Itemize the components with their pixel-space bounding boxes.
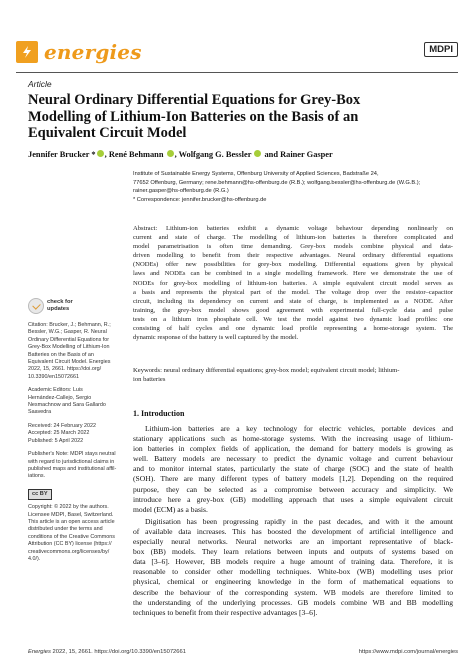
body-line: stationary applications such as home-storage systems. With the increasing usage of lithium- [133,434,453,444]
body-line: introduce here a grey-box (GB) modelling approach that uses a simple equivalent circuit [133,494,453,504]
citation-line: Batteries on the Basis of an [28,351,94,358]
body-line: the understanding of the underlying processes. GB models combine WB and BB modelling [133,597,453,607]
body-line: and to monitor internal states, particularly the state of charge (SOC) and the state of health [133,464,453,474]
copyright-line: distributed under the terms and [28,526,103,533]
body-line: especially neural networks. Neural networks are an important representative of black- [133,537,453,547]
orcid-icon[interactable] [254,150,261,157]
abstract-line: driven modelling to benefit from their respective advantages. Neural ordinary differential equations [133,252,453,260]
citation-line: Citation: Brucker, J.; Behmann, R.; [28,322,111,328]
citation [28,322,120,381]
abstract-line: (NODEs) offer new possibilities for grey-box modelling. Differential equations given by physical [133,261,453,269]
check-for-updates-button[interactable] [28,298,120,314]
keywords-line: ion batteries [133,376,166,384]
abstract-line: model parametrisation is often time demanding. Grey-box models combine physical and data- [133,243,453,251]
abstract-line: laws and NODEs can be combined in a single modelling framework. Here we demonstrate the use of [133,270,453,278]
publisher-note [28,451,120,481]
body-line: box (BB) models. They learn relations between inputs and outputs of systems based on [133,547,453,557]
check-updates-label [47,299,73,312]
journal-header [16,40,458,68]
copyright-line: conditions of the Creative Commons [28,533,115,540]
body-line: model (ECM) as a basis. [133,504,208,514]
header-divider [16,72,458,73]
citation-line: 2022, 15, 2661. https://doi.org/ [28,366,102,373]
copyright-line: Licensee MDPI, Basel, Switzerland. [28,511,114,518]
paper-title [28,92,448,142]
copyright-line: Copyright: © 2022 by the authors. [28,504,109,511]
footer-citation[interactable] [28,649,186,655]
copyright-line: This article is an open access article [28,518,115,525]
correspondence-line: * Correspondence: jennifer.brucker@hs-offenburg.de [133,196,267,203]
journal-url-link[interactable]: https://www.mdpi.com/journal/energies [358,649,458,655]
publisher-note-line: iations. [28,473,46,480]
editors-line: Nesmachnow and Sara Gallardo [28,402,106,409]
check-updates-icon [28,298,44,314]
abstract-line: current and state of charge. The modelling of lithium-ion batteries is therefore complicated and [133,234,453,242]
orcid-icon[interactable] [167,150,174,157]
license-link[interactable]: Attribution (CC BY) license (https:// [28,541,112,548]
doi-link[interactable]: 10.3390/en15072661 [28,373,79,380]
cc-by-license-icon[interactable]: cc BY [28,489,52,500]
abstract [133,224,453,342]
affiliation-line: Institute of Sustainable Energy Systems, Offenburg University of Applied Sciences, Badstraße 24, [133,171,379,177]
body-line: physical, chemical or engineering knowledge in the form of mathematical equations to [133,577,453,587]
title-line: Equivalent Circuit Model [28,125,187,142]
orcid-icon[interactable] [97,150,104,157]
footer-doi: 2022, 15, 2661. https://doi.org/10.3390/en15072661 [50,649,186,655]
author-name[interactable]: and Rainer Gasper [264,150,333,159]
citation-line: Ordinary Differential Equations for [28,336,110,343]
editors-line: Academic Editors: Luis [28,387,83,394]
title-line: Modelling of Lithium-Ion Batteries on the Basis of an [28,108,359,125]
citation-line: Grey-Box Modelling of Lithium-Ion [28,344,110,351]
body-line: Lithium-ion batteries are a key technology for electric vehicles, portable devices and [145,424,453,433]
license-link[interactable]: creativecommons.org/licenses/by/ [28,548,110,555]
date-accepted: Accepted: 25 March 2022 [28,430,90,437]
publisher-logo[interactable] [424,42,458,57]
article-type: Article [28,79,52,89]
publisher-note-line: with regard to jurisdictional claims in [28,458,115,465]
body-text [133,424,453,618]
body-line: well. Battery models are necessary to predict the dynamic voltage and current behaviour [133,454,453,464]
citation-line: Equivalent Circuit Model. Energies [28,359,111,366]
abstract-line: Abstract: Lithium-ion batteries exhibit a dynamic voltage behaviour depending nonlinearly on [133,225,453,232]
check-updates-text: check for [47,299,73,306]
body-line: of available data increases. This has boosted the development of artificial intelligence and [133,526,453,536]
abstract-line: dynamic response of the battery is well captured by the model. [133,334,299,342]
citation-line: Bessler, W.G.; Gasper, R. Neural [28,329,107,336]
journal-name: energies [44,40,142,64]
abstract-line: tests on a lithium iron phosphate cell. We test the model against two dynamic load profiles: one [133,315,453,323]
author-name[interactable]: , René Behmann [104,150,164,159]
body-line: Digitisation has been progressing rapidly in the past decades, and with it the amount [145,516,453,526]
abstract-line: a basis and represents the physical part of the model. The voltage drop over the resistor–capacitor [133,288,453,296]
abstract-line: training, the grey-box model shows good agreement with experimental full-cycle data and pulse [133,306,453,314]
mdpi-logo-icon: MDPI [424,42,458,57]
body-line: data [3–6]. However, BB models require a huge amount of training data. Therefore, it is [133,557,453,567]
affiliation [133,170,453,204]
check-updates-text: updates [47,306,70,312]
keywords [133,366,453,384]
date-received: Received: 24 February 2022 [28,422,97,429]
body-line: describe the behaviour of the corresponding system. WB models are therefore limited to [133,587,453,597]
body-line: purpose, they can be selected as a compromise between accuracy and simplicity. We [133,484,453,494]
energies-logo-icon [16,41,38,63]
abstract-line: circuit, including its dependency on current and state of charge, is implemented as a NODE. After [133,297,453,305]
author-name[interactable]: , Wolfgang G. Bessler [174,150,252,159]
date-published: Published: 5 April 2022 [28,437,84,444]
abstract-line: consisting of half cycles and one dynamic load profile representing a home-storage system. The [133,325,453,333]
journal-logo[interactable] [16,40,142,64]
keywords-line: Keywords: neural ordinary differential equations; grey-box model; equivalent circuit model; lithium- [133,367,400,374]
author-list [28,150,448,159]
publisher-note-line: published maps and institutional affil- [28,465,117,472]
footer-journal: Energies [28,649,51,655]
section-heading: 1. Introduction [133,409,185,418]
editors-line: Saavedra [28,409,52,416]
publication-dates [28,423,120,445]
license-link[interactable]: 4.0/). [28,555,41,562]
abstract-line: NODEs for grey-box modelling of lithium-ion batteries. A simple equivalent circuit model serves as [133,279,453,287]
copyright [28,504,120,563]
editors-line: Hernández-Callejo, Sergio [28,394,92,401]
academic-editors [28,387,120,417]
title-line: Neural Ordinary Differential Equations for Grey-Box [28,92,361,108]
body-line: ion batteries in complex fields of application, the demand for battery models is growing as [133,444,453,454]
body-line: reasonable to consider other modelling techniques. White-box (WB) modelling uses prior [133,567,453,577]
body-line: techniques to benefit from their respective advantages [3–6]. [133,607,318,617]
affiliation-line: 77652 Offenburg, Germany; rene.behmann@hs-offenburg.de (R.B.); wolfgang.bessler@hs-offenburg.de (W.G.B.); [133,179,421,186]
sidebar [28,298,120,569]
author-name[interactable]: Jennifer Brucker * [28,150,96,159]
publisher-note-line: Publisher's Note: MDPI stays neutral [28,451,116,458]
affiliation-line: rainer.gasper@hs-offenburg.de (R.G.) [133,188,229,195]
body-line: (SOH). There are many different types of battery models [1,2]. Depending on the required [133,474,453,484]
